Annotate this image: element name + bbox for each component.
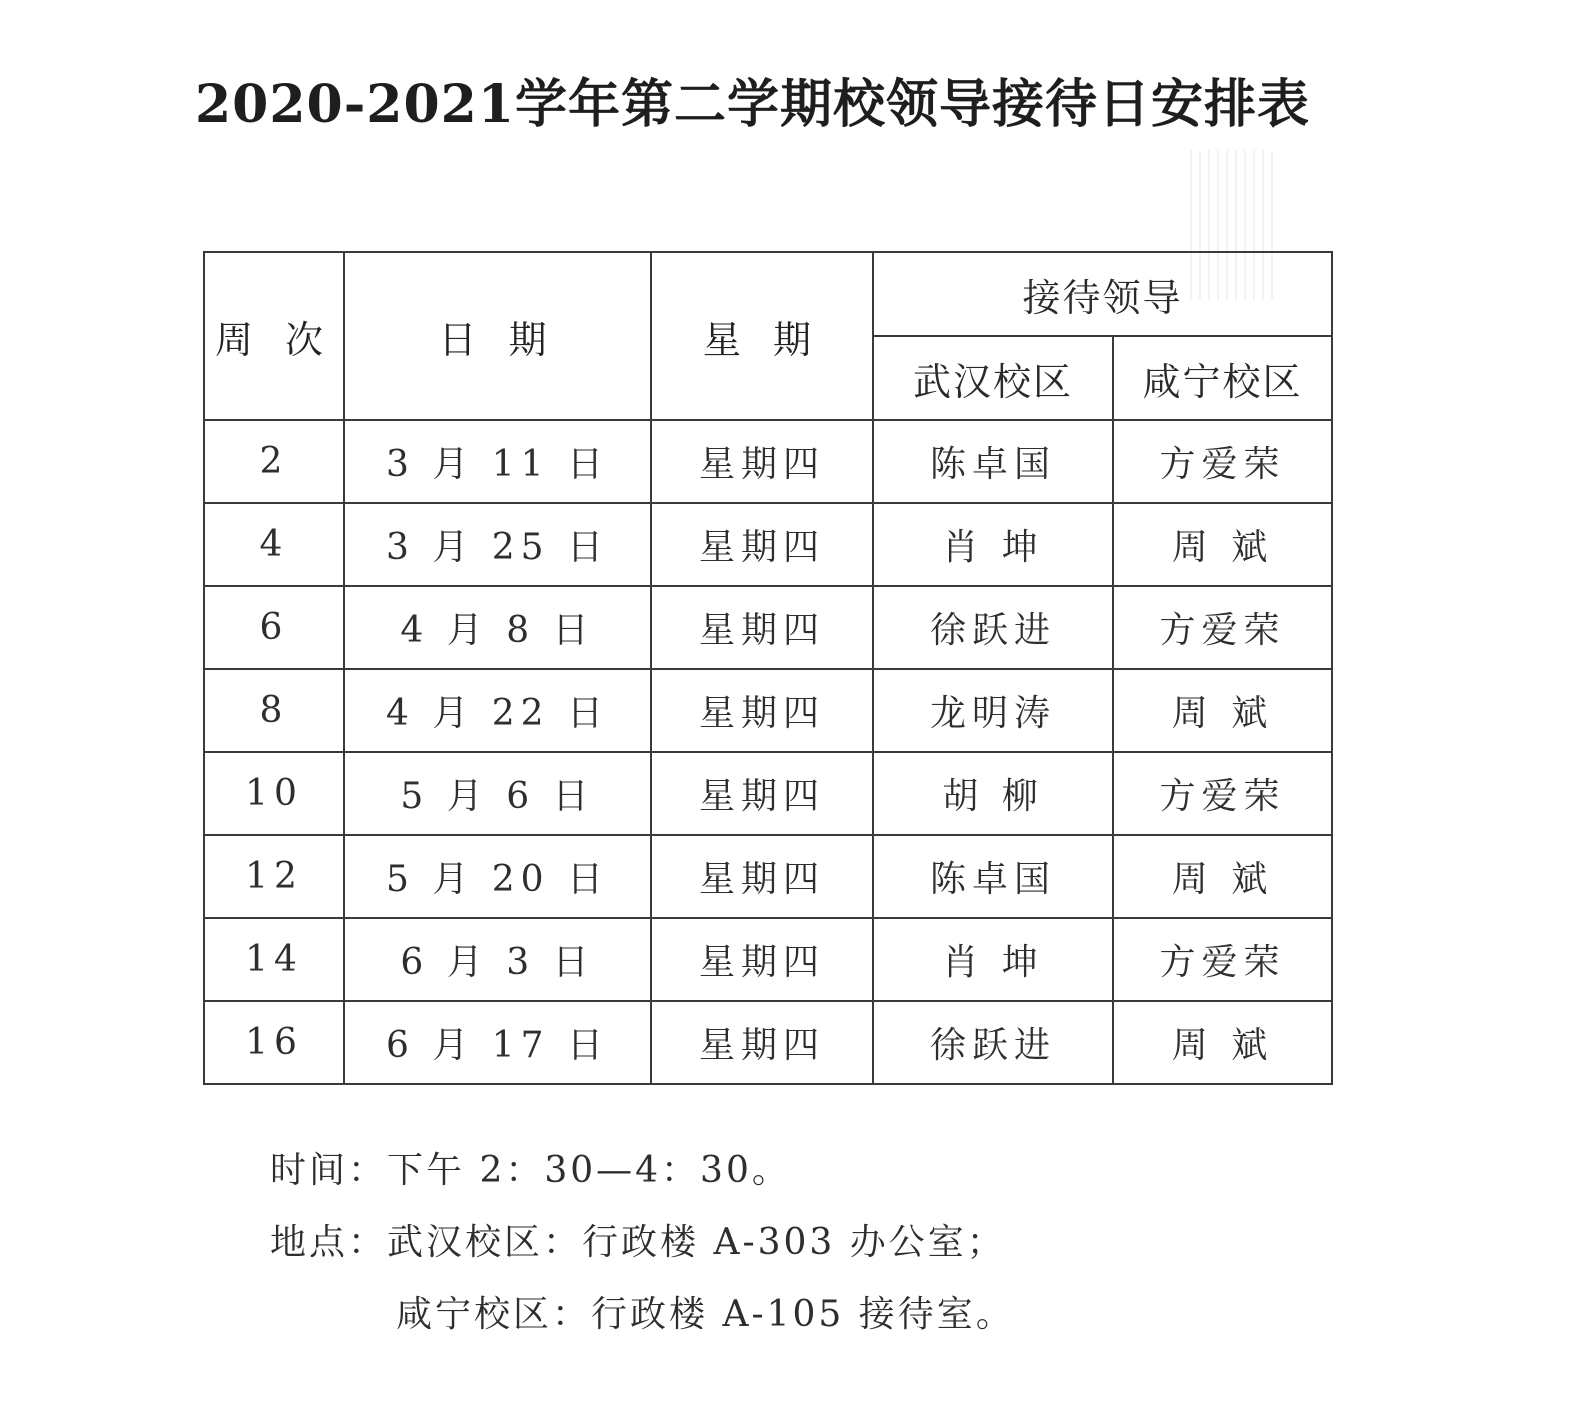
header-reception-leaders: 接待领导 (873, 252, 1332, 336)
header-week: 周 次 (204, 252, 344, 420)
cell-weekday: 星期四 (651, 420, 873, 503)
table-row (204, 503, 1332, 586)
cell-date: 3 月 11 日 (344, 420, 651, 503)
header-xianning-campus: 咸宁校区 (1113, 336, 1332, 420)
cell-weekday: 星期四 (651, 835, 873, 918)
cell-xianning-leader: 周 斌 (1113, 669, 1332, 752)
cell-date: 4 月 8 日 (344, 586, 651, 669)
cell-date: 6 月 17 日 (344, 1001, 651, 1084)
cell-week: 8 (204, 669, 344, 752)
cell-date: 4 月 22 日 (344, 669, 651, 752)
document-title: 2020-2021学年第二学期校领导接待日安排表 (195, 74, 1311, 135)
cell-xianning-leader: 方爱荣 (1113, 918, 1332, 1001)
cell-week: 16 (204, 1001, 344, 1084)
cell-week: 10 (204, 752, 344, 835)
cell-date: 5 月 6 日 (344, 752, 651, 835)
cell-wuhan-leader: 陈卓国 (873, 835, 1113, 918)
table-row (204, 669, 1332, 752)
reception-schedule-table (203, 251, 1333, 1085)
cell-week: 4 (204, 503, 344, 586)
cell-weekday: 星期四 (651, 669, 873, 752)
table-row (204, 420, 1332, 503)
cell-date: 5 月 20 日 (344, 835, 651, 918)
table-row (204, 1001, 1332, 1084)
cell-xianning-leader: 方爱荣 (1113, 752, 1332, 835)
table-body (204, 420, 1332, 1084)
cell-weekday: 星期四 (651, 918, 873, 1001)
table-header-row (204, 252, 1332, 336)
table-row (204, 835, 1332, 918)
header-wuhan-campus: 武汉校区 (873, 336, 1113, 420)
table-row (204, 918, 1332, 1001)
cell-xianning-leader: 方爱荣 (1113, 586, 1332, 669)
header-weekday: 星 期 (651, 252, 873, 420)
cell-wuhan-leader: 徐跃进 (873, 586, 1113, 669)
cell-xianning-leader: 周 斌 (1113, 835, 1332, 918)
cell-xianning-leader: 周 斌 (1113, 1001, 1332, 1084)
cell-weekday: 星期四 (651, 503, 873, 586)
cell-weekday: 星期四 (651, 752, 873, 835)
cell-wuhan-leader: 陈卓国 (873, 420, 1113, 503)
cell-date: 6 月 3 日 (344, 918, 651, 1001)
cell-week: 6 (204, 586, 344, 669)
cell-wuhan-leader: 肖 坤 (873, 503, 1113, 586)
header-date: 日 期 (344, 252, 651, 420)
cell-weekday: 星期四 (651, 1001, 873, 1084)
notes-section (270, 1135, 1015, 1351)
cell-wuhan-leader: 徐跃进 (873, 1001, 1113, 1084)
table-row (204, 586, 1332, 669)
cell-week: 14 (204, 918, 344, 1001)
cell-xianning-leader: 周 斌 (1113, 503, 1332, 586)
cell-xianning-leader: 方爱荣 (1113, 420, 1332, 503)
cell-date: 3 月 25 日 (344, 503, 651, 586)
cell-week: 12 (204, 835, 344, 918)
cell-weekday: 星期四 (651, 586, 873, 669)
cell-wuhan-leader: 肖 坤 (873, 918, 1113, 1001)
note-location-xianning: 咸宁校区：行政楼 A-105 接待室。 (396, 1294, 1015, 1335)
cell-wuhan-leader: 龙明涛 (873, 669, 1113, 752)
table-row (204, 752, 1332, 835)
cell-wuhan-leader: 胡 柳 (873, 752, 1113, 835)
note-location-wuhan: 地点：武汉校区：行政楼 A-303 办公室； (270, 1222, 1006, 1263)
note-time: 时间：下午 2：30—4：30。 (270, 1150, 791, 1191)
cell-week: 2 (204, 420, 344, 503)
